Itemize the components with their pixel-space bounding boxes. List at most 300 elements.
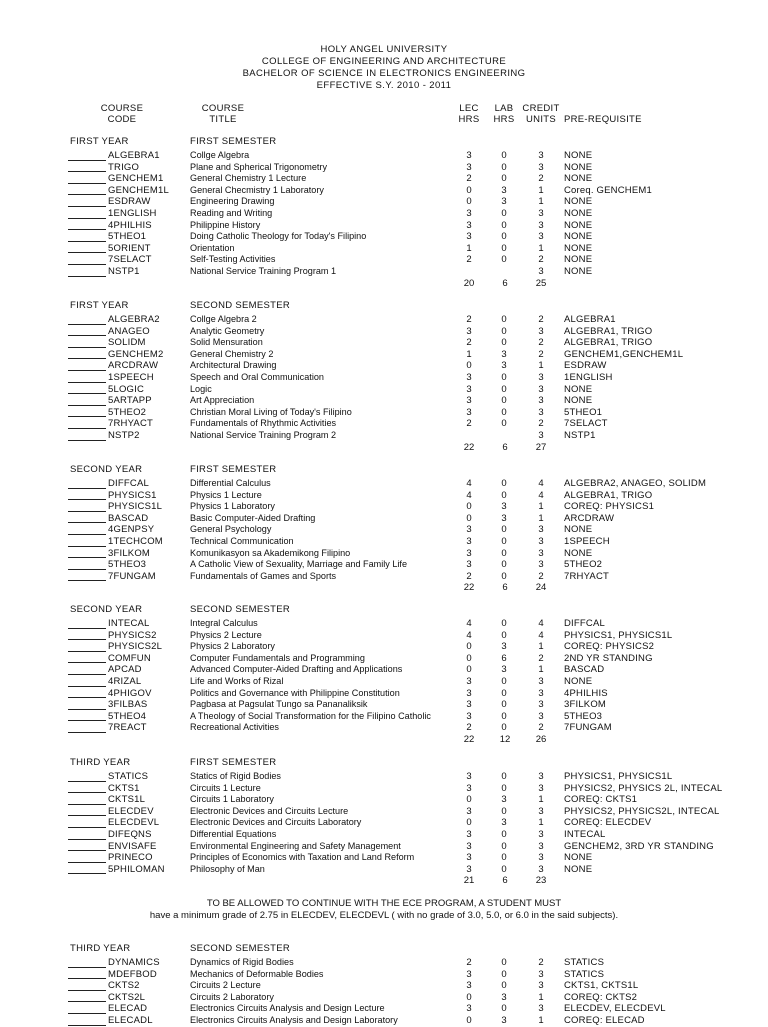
course-row <box>0 969 768 981</box>
course-code: 7RHYACT <box>108 418 154 430</box>
credit-units: 2 <box>538 348 544 360</box>
col-lab-hrs <box>489 103 519 125</box>
course-title: Self-Testing Activities <box>190 254 276 265</box>
notice-line-2: have a minimum grade of 2.75 in ELECDEV, ELECDEVL ( with no grade of 3.0, 5.0, or 6.0 in the said subjects). <box>149 910 619 921</box>
col-course-code <box>94 103 150 125</box>
course-row <box>0 711 768 723</box>
credit-units: 2 <box>538 570 544 582</box>
prerequisite: 2ND YR STANDING <box>564 652 653 664</box>
credit-units: 1 <box>538 664 544 676</box>
grade-blank[interactable] <box>68 382 106 383</box>
total-units: 23 <box>535 875 547 887</box>
lec-hours: 3 <box>466 699 472 711</box>
credit-units: 3 <box>538 829 544 840</box>
course-row <box>0 653 768 665</box>
lec-hours: 3 <box>466 687 472 699</box>
credit-units: 3 <box>538 852 544 864</box>
totals-row <box>0 278 768 290</box>
course-code: 5THEO2 <box>108 406 147 418</box>
grade-blank[interactable] <box>68 194 106 195</box>
lec-hours: 0 <box>466 652 472 664</box>
credit-units: 1 <box>538 196 544 208</box>
grade-blank[interactable] <box>68 628 106 629</box>
grade-blank[interactable] <box>68 428 106 429</box>
lec-hours: 3 <box>466 805 472 817</box>
prerequisite: NONE <box>564 208 593 219</box>
grade-blank[interactable] <box>68 218 106 219</box>
course-code: 7SELACT <box>108 254 152 266</box>
credit-units: 3 <box>538 536 544 547</box>
total-lab: 6 <box>502 277 508 289</box>
course-code: PHYSICS1 <box>108 489 157 501</box>
course-title: Collge Algebra <box>190 150 250 160</box>
lab-hours: 0 <box>501 395 507 407</box>
course-code: PHYSICS2L <box>108 641 163 653</box>
grade-blank[interactable] <box>68 241 106 242</box>
credit-units: 2 <box>538 314 544 325</box>
grade-blank[interactable] <box>68 674 106 675</box>
prerequisite: NONE <box>564 863 593 875</box>
lec-hours: 3 <box>466 208 472 219</box>
course-row <box>0 501 768 513</box>
semester-label: SECOND SEMESTER <box>190 300 291 311</box>
prerequisite: NONE <box>564 524 593 536</box>
credit-units: 3 <box>538 208 544 219</box>
course-code: ENVISAFE <box>108 840 157 852</box>
prerequisite: PHYSICS1, PHYSICS1L <box>564 629 673 641</box>
course-row <box>0 513 768 525</box>
course-title: Architectural Drawing <box>190 360 277 371</box>
course-title: A Theology of Social Transformation for the Filipino Catholic <box>190 710 431 721</box>
credit-units: 4 <box>538 629 544 641</box>
grade-blank[interactable] <box>68 393 106 394</box>
lab-hours: 0 <box>501 782 507 794</box>
grade-blank[interactable] <box>68 347 106 348</box>
prerequisite: ELECDEV, ELECDEVL <box>564 1003 666 1015</box>
grade-blank[interactable] <box>68 370 106 371</box>
lec-hours: 3 <box>466 852 472 864</box>
course-row <box>0 829 768 841</box>
prerequisite: STATICS <box>564 968 605 980</box>
lab-hours: 0 <box>501 570 507 582</box>
grade-blank[interactable] <box>68 850 106 851</box>
lab-hours: 3 <box>501 348 507 360</box>
prerequisite: NONE <box>564 547 593 559</box>
grade-blank[interactable] <box>68 651 106 652</box>
course-title: Physics 2 Lecture <box>190 629 262 640</box>
col-credit-line2: UNITS <box>526 114 556 125</box>
course-code: INTECAL <box>108 618 150 629</box>
lab-hours: 0 <box>501 629 507 641</box>
year-label: SECOND YEAR <box>70 464 143 475</box>
course-row <box>0 326 768 338</box>
course-code: 7FUNGAM <box>108 570 156 582</box>
lec-hours: 3 <box>466 968 472 980</box>
course-code: MDEFBOD <box>108 968 157 980</box>
total-lec: 21 <box>463 875 475 887</box>
lec-hours: 2 <box>466 418 472 430</box>
lec-hours: 0 <box>466 641 472 653</box>
credit-units: 1 <box>538 512 544 524</box>
grade-blank[interactable] <box>68 1001 106 1002</box>
prerequisite: NONE <box>564 161 593 173</box>
credit-units: 3 <box>538 325 544 337</box>
credit-units: 1 <box>538 360 544 372</box>
grade-blank[interactable] <box>68 709 106 710</box>
lec-hours: 3 <box>466 840 472 852</box>
credit-units: 3 <box>538 980 544 992</box>
course-title: Speech and Oral Communication <box>190 372 324 382</box>
lab-hours: 0 <box>501 254 507 266</box>
course-title: Doing Catholic Theology for Today's Filipino <box>190 231 367 242</box>
semester-label: SECOND SEMESTER <box>190 604 291 615</box>
prerequisite: INTECAL <box>564 829 606 840</box>
prerequisite: NONE <box>564 395 593 407</box>
prerequisite: GENCHEM2, 3RD YR STANDING <box>564 840 714 852</box>
lec-hours: 2 <box>466 173 472 185</box>
course-row <box>0 220 768 232</box>
lec-hours: 4 <box>466 618 472 629</box>
grade-blank[interactable] <box>68 873 106 874</box>
course-row <box>0 1015 768 1027</box>
credit-units: 1 <box>538 817 544 829</box>
course-title: Plane and Spherical Trigonometry <box>190 161 327 172</box>
grade-blank[interactable] <box>68 827 106 828</box>
grade-blank[interactable] <box>68 534 106 535</box>
course-row <box>0 384 768 396</box>
credit-units: 3 <box>538 372 544 383</box>
lab-hours: 0 <box>501 150 507 161</box>
grade-blank[interactable] <box>68 499 106 500</box>
course-code: BASCAD <box>108 512 149 524</box>
course-row <box>0 618 768 630</box>
grade-blank[interactable] <box>68 522 106 523</box>
lab-hours: 0 <box>501 805 507 817</box>
totals-row <box>0 875 768 887</box>
credit-units: 3 <box>538 840 544 852</box>
prerequisite: NONE <box>564 196 593 208</box>
lab-hours: 0 <box>501 536 507 547</box>
lec-hours: 0 <box>466 196 472 208</box>
course-row <box>0 806 768 818</box>
prerequisite: COREQ: ELECDEV <box>564 817 652 829</box>
grade-blank[interactable] <box>68 1025 106 1026</box>
total-units: 26 <box>535 734 547 745</box>
grade-blank[interactable] <box>68 160 106 161</box>
lab-hours: 3 <box>501 501 507 513</box>
lec-hours: 0 <box>466 184 472 196</box>
grade-blank[interactable] <box>68 264 106 265</box>
lab-hours: 0 <box>501 372 507 383</box>
lab-hours: 3 <box>501 664 507 676</box>
lec-hours: 0 <box>466 501 472 513</box>
lab-hours: 0 <box>501 161 507 173</box>
semester-label: FIRST SEMESTER <box>190 136 277 147</box>
credit-units: 3 <box>538 559 544 571</box>
credit-units: 3 <box>538 863 544 875</box>
course-code: 4PHILHIS <box>108 219 152 231</box>
course-title: Electronics Circuits Analysis and Design Lecture <box>190 1003 385 1014</box>
lec-hours: 0 <box>466 991 472 1003</box>
course-code: STATICS <box>108 771 149 782</box>
course-row <box>0 314 768 326</box>
grade-blank[interactable] <box>68 557 106 558</box>
grade-blank[interactable] <box>68 792 106 793</box>
col-lec-hrs <box>454 103 484 125</box>
course-row <box>0 196 768 208</box>
course-row <box>0 1003 768 1015</box>
lab-hours: 0 <box>501 524 507 536</box>
col-course-title-line1: COURSE <box>201 103 245 114</box>
course-title: Electronic Devices and Circuits Lecture <box>190 805 349 816</box>
credit-units: 2 <box>538 254 544 266</box>
grade-blank[interactable] <box>68 662 106 663</box>
credit-units: 3 <box>538 710 544 722</box>
course-row <box>0 664 768 676</box>
total-lab: 6 <box>502 582 508 594</box>
grade-blank[interactable] <box>68 546 106 547</box>
prerequisite: PHYSICS1, PHYSICS1L <box>564 771 673 782</box>
university-name: HOLY ANGEL UNIVERSITY <box>320 44 448 55</box>
prerequisite: Coreq. GENCHEM1 <box>564 184 652 196</box>
credit-units: 2 <box>538 418 544 430</box>
total-units: 25 <box>535 277 547 289</box>
course-code: ALGEBRA2 <box>108 314 160 325</box>
course-code: ELECAD <box>108 1003 148 1015</box>
grade-blank[interactable] <box>68 967 106 968</box>
grade-blank[interactable] <box>68 440 106 441</box>
grade-blank[interactable] <box>68 580 106 581</box>
lab-hours: 0 <box>501 771 507 782</box>
lec-hours: 3 <box>466 980 472 992</box>
course-title: Life and Works of Rizal <box>190 676 284 686</box>
course-row <box>0 641 768 653</box>
course-row <box>0 208 768 220</box>
grade-blank[interactable] <box>68 815 106 816</box>
course-row <box>0 407 768 419</box>
prerequisite: ALGEBRA1, TRIGO <box>564 325 653 337</box>
lec-hours: 3 <box>466 547 472 559</box>
prerequisite: ESDRAW <box>564 360 607 372</box>
credit-units: 3 <box>538 383 544 395</box>
lab-hours: 0 <box>501 676 507 687</box>
course-row <box>0 418 768 430</box>
course-code: 4PHIGOV <box>108 687 152 699</box>
prerequisite: 5THEO1 <box>564 406 603 418</box>
course-title: Fundamentals of Rhythmic Activities <box>190 418 337 429</box>
credit-units: 1 <box>538 184 544 196</box>
credit-units: 1 <box>538 501 544 513</box>
lec-hours: 0 <box>466 360 472 372</box>
lec-hours: 0 <box>466 1015 472 1026</box>
credit-units: 1 <box>538 1015 544 1026</box>
lec-hours: 3 <box>466 536 472 547</box>
grade-blank[interactable] <box>68 720 106 721</box>
col-course-code-line1: COURSE <box>100 103 144 114</box>
grade-blank[interactable] <box>68 697 106 698</box>
course-title: Dynamics of Rigid Bodies <box>190 957 294 967</box>
col-credit-line1: CREDIT <box>522 103 560 114</box>
lab-hours: 0 <box>501 208 507 219</box>
grade-blank[interactable] <box>68 358 106 359</box>
course-code: CKTS1L <box>108 794 146 806</box>
credit-units: 3 <box>538 430 544 441</box>
course-code: CKTS2L <box>108 991 146 1003</box>
course-code: CKTS1 <box>108 782 140 794</box>
lab-hours: 0 <box>501 957 507 968</box>
lec-hours: 2 <box>466 957 472 968</box>
grade-blank[interactable] <box>68 781 106 782</box>
credit-units: 3 <box>538 1003 544 1015</box>
grade-blank[interactable] <box>68 732 106 733</box>
prerequisite: 5THEO2 <box>564 559 603 571</box>
course-row <box>0 231 768 243</box>
course-title: Circuits 2 Lecture <box>190 980 261 991</box>
prerequisite: NONE <box>564 266 593 277</box>
grade-blank[interactable] <box>68 416 106 417</box>
course-row <box>0 676 768 688</box>
course-code: ANAGEO <box>108 325 150 337</box>
lab-hours: 0 <box>501 618 507 629</box>
col-prerequisite: PRE-REQUISITE <box>564 114 642 125</box>
totals-row <box>0 582 768 594</box>
total-lec: 20 <box>463 277 475 289</box>
lec-hours: 3 <box>466 829 472 840</box>
grade-blank[interactable] <box>68 804 106 805</box>
lab-hours: 0 <box>501 968 507 980</box>
credit-units: 3 <box>538 219 544 231</box>
notice-line-1: TO BE ALLOWED TO CONTINUE WITH THE ECE PROGRAM, A STUDENT MUST <box>206 898 562 909</box>
grade-blank[interactable] <box>68 488 106 489</box>
course-code: ELECDEVL <box>108 817 160 829</box>
lec-hours: 2 <box>466 570 472 582</box>
semester-label: FIRST SEMESTER <box>190 757 277 768</box>
grade-blank[interactable] <box>68 639 106 640</box>
prerequisite: ALGEBRA1, TRIGO <box>564 337 653 349</box>
course-title: Christian Moral Living of Today's Filipino <box>190 406 352 417</box>
course-title: National Service Training Program 1 <box>190 266 337 276</box>
lab-hours: 0 <box>501 852 507 864</box>
lab-hours: 0 <box>501 314 507 325</box>
course-row <box>0 980 768 992</box>
course-row <box>0 395 768 407</box>
lec-hours: 2 <box>466 314 472 325</box>
course-row <box>0 771 768 783</box>
course-title: Circuits 1 Lecture <box>190 782 261 793</box>
course-row <box>0 173 768 185</box>
lab-hours: 0 <box>501 406 507 418</box>
course-row <box>0 150 768 162</box>
course-title: Art Appreciation <box>190 395 255 406</box>
grade-blank[interactable] <box>68 862 106 863</box>
course-title: Principles of Economics with Taxation and Land Reform <box>190 852 415 863</box>
lec-hours: 3 <box>466 395 472 407</box>
course-code: CKTS2 <box>108 980 140 992</box>
course-code: ALGEBRA1 <box>108 150 160 161</box>
lab-hours: 0 <box>501 687 507 699</box>
grade-blank[interactable] <box>68 990 106 991</box>
course-title: Mechanics of Deformable Bodies <box>190 968 324 979</box>
course-code: NSTP1 <box>108 266 140 277</box>
lab-hours: 6 <box>501 652 507 664</box>
totals-row <box>0 442 768 454</box>
college-name: COLLEGE OF ENGINEERING AND ARCHITECTURE <box>261 56 507 67</box>
grade-blank[interactable] <box>68 252 106 253</box>
lec-hours: 4 <box>466 489 472 501</box>
course-row <box>0 783 768 795</box>
grade-blank[interactable] <box>68 405 106 406</box>
course-code: GENCHEM1L <box>108 184 169 196</box>
course-row <box>0 957 768 969</box>
lab-hours: 0 <box>501 547 507 559</box>
prerequisite: 3FILKOM <box>564 699 607 711</box>
course-code: PHYSICS1L <box>108 501 163 513</box>
credit-units: 4 <box>538 618 544 629</box>
col-course-code-line2: CODE <box>107 114 137 125</box>
lab-hours: 0 <box>501 829 507 840</box>
lec-hours: 2 <box>466 254 472 266</box>
course-code: DIFEQNS <box>108 829 152 840</box>
lec-hours: 0 <box>466 512 472 524</box>
semester-label: FIRST SEMESTER <box>190 464 277 475</box>
lab-hours: 0 <box>501 242 507 254</box>
grade-blank[interactable] <box>68 171 106 172</box>
grade-blank[interactable] <box>68 839 106 840</box>
col-lec-line2: HRS <box>458 114 480 125</box>
course-row <box>0 254 768 266</box>
lab-hours: 0 <box>501 325 507 337</box>
year-label: FIRST YEAR <box>70 136 129 147</box>
credit-units: 3 <box>538 805 544 817</box>
course-title: Basic Computer-Aided Drafting <box>190 512 316 523</box>
course-row <box>0 490 768 502</box>
lab-hours: 0 <box>501 337 507 349</box>
course-row <box>0 243 768 255</box>
lec-hours: 0 <box>466 817 472 829</box>
prerequisite: COREQ: PHYSICS1 <box>564 501 655 513</box>
lec-hours: 2 <box>466 722 472 734</box>
lec-hours: 3 <box>466 161 472 173</box>
credit-units: 3 <box>538 524 544 536</box>
prerequisite: NSTP1 <box>564 430 596 441</box>
credit-units: 2 <box>538 337 544 349</box>
grade-blank[interactable] <box>68 183 106 184</box>
credit-units: 3 <box>538 406 544 418</box>
prerequisite: ALGEBRA1, TRIGO <box>564 489 653 501</box>
grade-blank[interactable] <box>68 229 106 230</box>
grade-blank[interactable] <box>68 324 106 325</box>
grade-blank[interactable] <box>68 276 106 277</box>
course-code: ELECADL <box>108 1015 153 1026</box>
grade-blank[interactable] <box>68 206 106 207</box>
course-code: ARCDRAW <box>108 360 159 372</box>
prerequisite: 1SPEECH <box>564 536 610 547</box>
grade-blank[interactable] <box>68 569 106 570</box>
prerequisite: GENCHEM1,GENCHEM1L <box>564 348 684 360</box>
credit-units: 4 <box>538 489 544 501</box>
grade-blank[interactable] <box>68 1013 106 1014</box>
grade-blank[interactable] <box>68 511 106 512</box>
effective-year: EFFECTIVE S.Y. 2010 - 2011 <box>316 80 452 91</box>
course-title: Differential Calculus <box>190 478 271 488</box>
grade-blank[interactable] <box>68 686 106 687</box>
grade-blank[interactable] <box>68 978 106 979</box>
course-code: PHYSICS2 <box>108 629 157 641</box>
course-row <box>0 817 768 829</box>
course-title: Logic <box>190 383 212 394</box>
grade-blank[interactable] <box>68 335 106 336</box>
course-title: General Checmistry 1 Laboratory <box>190 184 324 195</box>
